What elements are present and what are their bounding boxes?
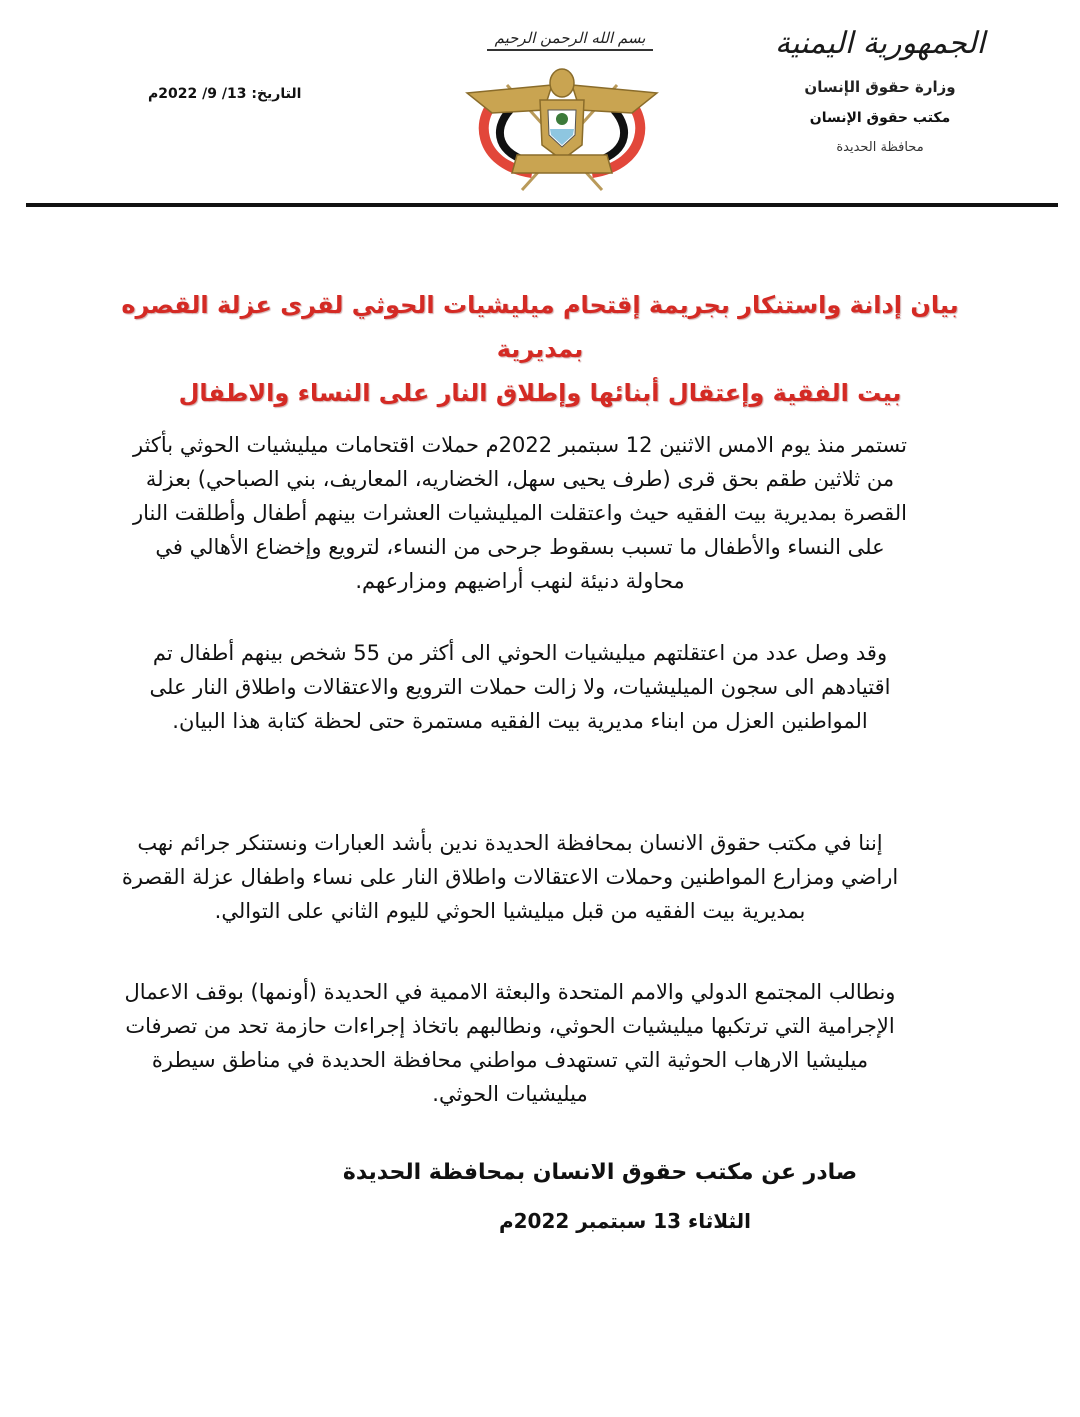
issued-by: صادر عن مكتب حقوق الانسان بمحافظة الحديدة [342,1160,858,1185]
document-date: التاريخ: 13/ 9/ 2022م [148,86,302,102]
paragraph-3: إننا في مكتب حقوق الانسان بمحافظة الحديدة ندين بأشد العبارات ونستنكر جرائم نهب اراضي ومزارع المواطنين وحملات الاعتقالات واطلاق النار على نساء واطفال عزلة القصرة بمديرية بيت الفقيه من قبل ميليشيا الحوثي لليوم الثاني على التوالي. [121,831,899,923]
header-divider [26,203,1058,207]
paragraph-1: تستمر منذ يوم الامس الاثنين 12 سبتمبر 2022م حملات اقتحامات ميليشيات الحوثي بأكثر من ثلاثين طقم بحق قرى (طرف يحيى سهل، الخضاريه، المعاريف، بني الصباحي) بعزلة القصرة بمديرية بيت الفقيه حيث واعتقلت الميليشيات العشرات بينهم أطفال وأطلقت النار على النساء والأطفال ما تسبب بسقوط جرحى من النساء، لترويع وإخضاع الأهالي في محاولة دنيئة لنهب أراضيهم ومزارعهم. [132,433,907,593]
republic-name: الجمهورية اليمنية [774,26,986,61]
yemen-emblem-icon [462,55,662,195]
office-name: مكتب حقوق الإنسان [809,110,951,126]
paragraph-4: ونطالب المجتمع الدولي والامم المتحدة والبعثة الاممية في الحديدة (أونمها) بوقف الاعمال الإجرامية التي ترتكبها ميليشيات الحوثي، ونطالبهم باتخاذ إجراءات حازمة تحد من تصرفات ميليشيا الارهاب الحوثية التي تستهدف مواطني محافظة الحديدة في مناطق سيطرة ميليشيات الحوثي. [124,980,896,1106]
letterhead-right [770,22,990,155]
title-line-2: بيت الفقية وإعتقال أبنائها وإطلاق النار على النساء والاطفال [178,379,902,407]
basmala-block [455,28,685,51]
signoff [200,1160,900,1233]
title-line-1: بيان إدانة واستنكار بجريمة إقتحام ميليشيات الحوثي لقرى عزلة القصره بمديرية [121,291,959,363]
issue-date: الثلاثاء 13 سبتمبر 2022م [498,1209,752,1233]
ministry-name: وزارة حقوق الإنسان [804,78,956,96]
statement-title [110,283,970,415]
basmala: بسم الله الرحمن الرحيم [487,29,654,51]
governorate-name: محافظة الحديدة [836,140,924,155]
paragraph-2: وقد وصل عدد من اعتقلتهم ميليشيات الحوثي الى أكثر من 55 شخص بينهم أطفال تم اقتيادهم الى سجون الميليشيات، ولا زالت حملات الترويع والاعتقالات واطلاق النار على المواطنين العزل من ابناء مديرية بيت الفقيه مستمرة حتى لحظة كتابة هذا البيان. [149,641,891,733]
